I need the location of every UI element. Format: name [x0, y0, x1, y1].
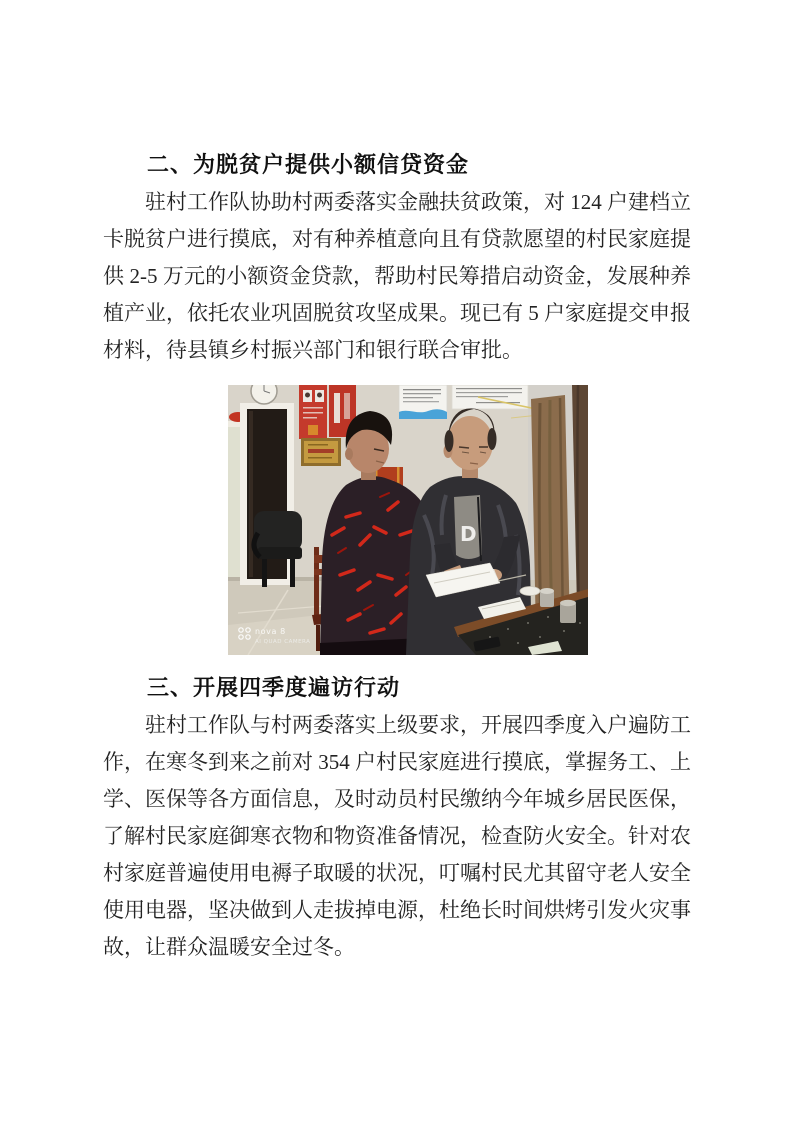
section-heading-loans: 二、为脱贫户提供小额信贷资金: [147, 152, 470, 177]
shirt-letter: D: [460, 522, 477, 546]
paragraph-loans: 驻村工作队协助村两委落实金融扶贫政策，对 124 户建档立卡脱贫户进行摸底，对有种养植意向且有贷款愿望的村民家庭提供 2-5 万元的小额资金贷款，帮助村民筹措启动资金，发展种养植产业，依托农业巩固脱贫攻坚成果。现已有 5 户家庭提交申报材料，待县镇乡村振兴部门和银行联合审批。: [103, 190, 691, 362]
clock-icon: [251, 385, 277, 404]
paragraph-visits: 驻村工作队与村两委落实上级要求，开展四季度入户遍防工作，在寒冬到来之前对 354 户村民家庭进行摸底，掌握务工、上学、医保等各方面信息，及时动员村民缴纳今年城乡居民医保，了解村民家庭御寒衣物和物资准备情况，检查防火安全。针对农村家庭普遍使用电褥子取暖的状况，叮嘱村民尤其留守老人安全使用电器，坚决做到人走拔掉电源，杜绝长时间烘烤引发火灾事故，让群众温暖安全过冬。: [103, 713, 691, 959]
photo-office-scene: [228, 385, 588, 655]
watermark-sub: AI QUAD CAMERA: [255, 639, 311, 645]
inline-photo: [228, 385, 588, 655]
white-wave-poster: [399, 385, 447, 419]
section-heading-visits: 三、开展四季度遍访行动: [147, 675, 401, 700]
watermark-brand: nova 8: [255, 627, 286, 636]
gold-plaque: [301, 438, 341, 466]
